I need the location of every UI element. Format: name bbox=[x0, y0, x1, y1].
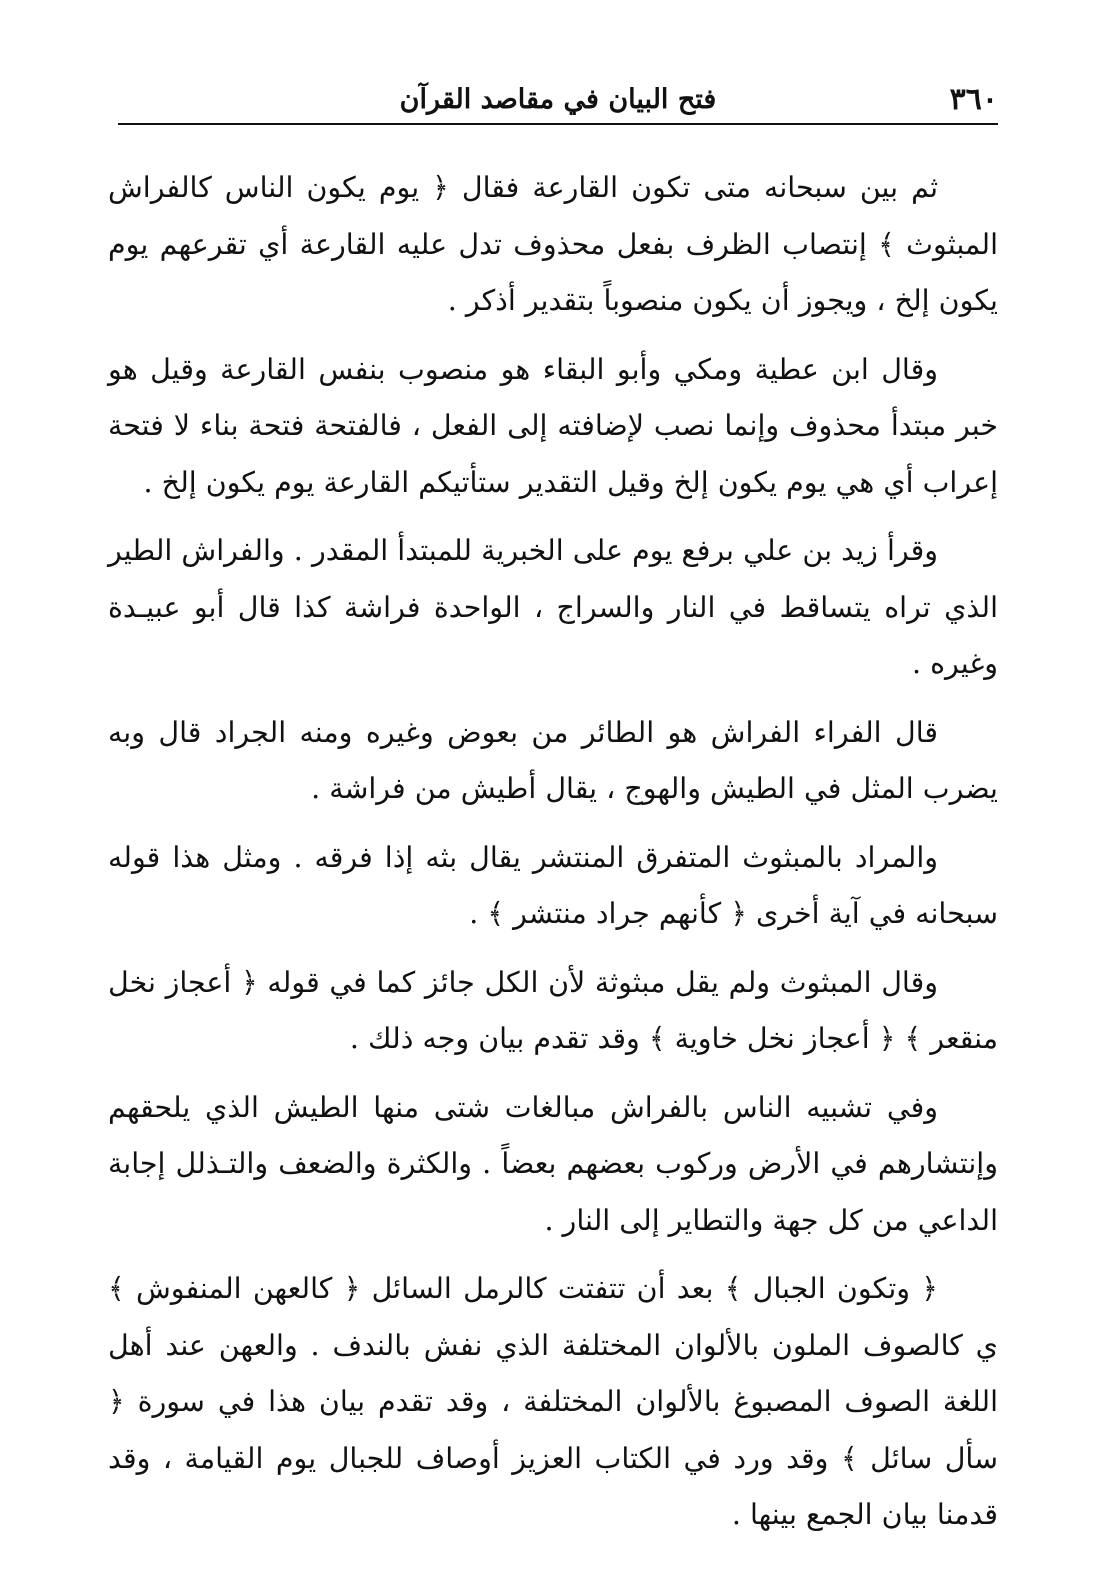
paragraph: وفي تشبيه الناس بالفراش مبالغات شتى منها الطيش الذي يلحقهم وإنتشارهم في الأرض وركوب بعضهم بعضاً . والكثرة والضعف والتـذلل إجابة الداعي من كل جهة والتطاير إلى النار . bbox=[108, 1090, 998, 1237]
paragraph: وقال المبثوث ولم يقل مبثوثة لأن الكل جائز كما في قوله ﴿ أعجاز نخل منقعر ﴾ ﴿ أعجاز نخل خاوية ﴾ وقد تقدم بيان وجه ذلك . bbox=[108, 965, 998, 1055]
running-header bbox=[118, 78, 998, 122]
page-number: ٣٦٠ bbox=[949, 82, 998, 117]
paragraph: ﴿ وتكون الجبال ﴾ بعد أن تتفتت كالرمل السائل ﴿ كالعهن المنفوش ﴾ ي كالصوف الملون بالألوان المختلفة الذي نفش بالندف . والعهن عند أهل اللغة الصوف المصبوغ بالألوان المختلفة ، وقد تقدم بيان هذا في سورة ﴿ سأل سائل ﴾ وقد ورد في الكتاب العزيز أوصاف للجبال يوم القيامة ، وقد قدمنا بيان الجمع بينها . bbox=[108, 1272, 998, 1531]
paragraph: قال الفراء الفراش هو الطائر من بعوض وغيره ومنه الجراد قال وبه يضرب المثل في الطيش والهوج ، يقال أطيش من فراشة . bbox=[108, 715, 998, 805]
paragraph: والمراد بالمبثوث المتفرق المنتشر يقال بثه إذا فرقه . ومثل هذا قوله سبحانه في آية أخرى ﴿ كأنهم جراد منتشر ﴾ . bbox=[108, 840, 998, 930]
paragraph: وقال ابن عطية ومكي وأبو البقاء هو منصوب بنفس القارعة وقيل هو خبر مبتدأ محذوف وإنما نصب لإضافته إلى الفعل ، فالفتحة فتحة بناء لا فتحة إعراب أي هي يوم يكون إلخ وقيل التقدير ستأتيكم القارعة يوم يكون إلخ . bbox=[108, 352, 998, 499]
body-text bbox=[108, 160, 998, 1556]
running-title: فتح البيان في مقاصد القرآن bbox=[399, 84, 717, 115]
header-divider bbox=[118, 123, 998, 125]
paragraph: وقرأ زيد بن علي برفع يوم على الخبرية للمبتدأ المقدر . والفراش الطير الذي تراه يتساقط في النار والسراج ، الواحدة فراشة كذا قال أبو عبيـدة وغيره . bbox=[108, 534, 998, 680]
paragraph: ثم بين سبحانه متى تكون القارعة فقال ﴿ يوم يكون الناس كالفراش المبثوث ﴾ إنتصاب الظرف بفعل محذوف تدل عليه القارعة أي تقرعهم يوم يكون إلخ ، ويجوز أن يكون منصوباً بتقدير أذكر . bbox=[108, 171, 998, 317]
